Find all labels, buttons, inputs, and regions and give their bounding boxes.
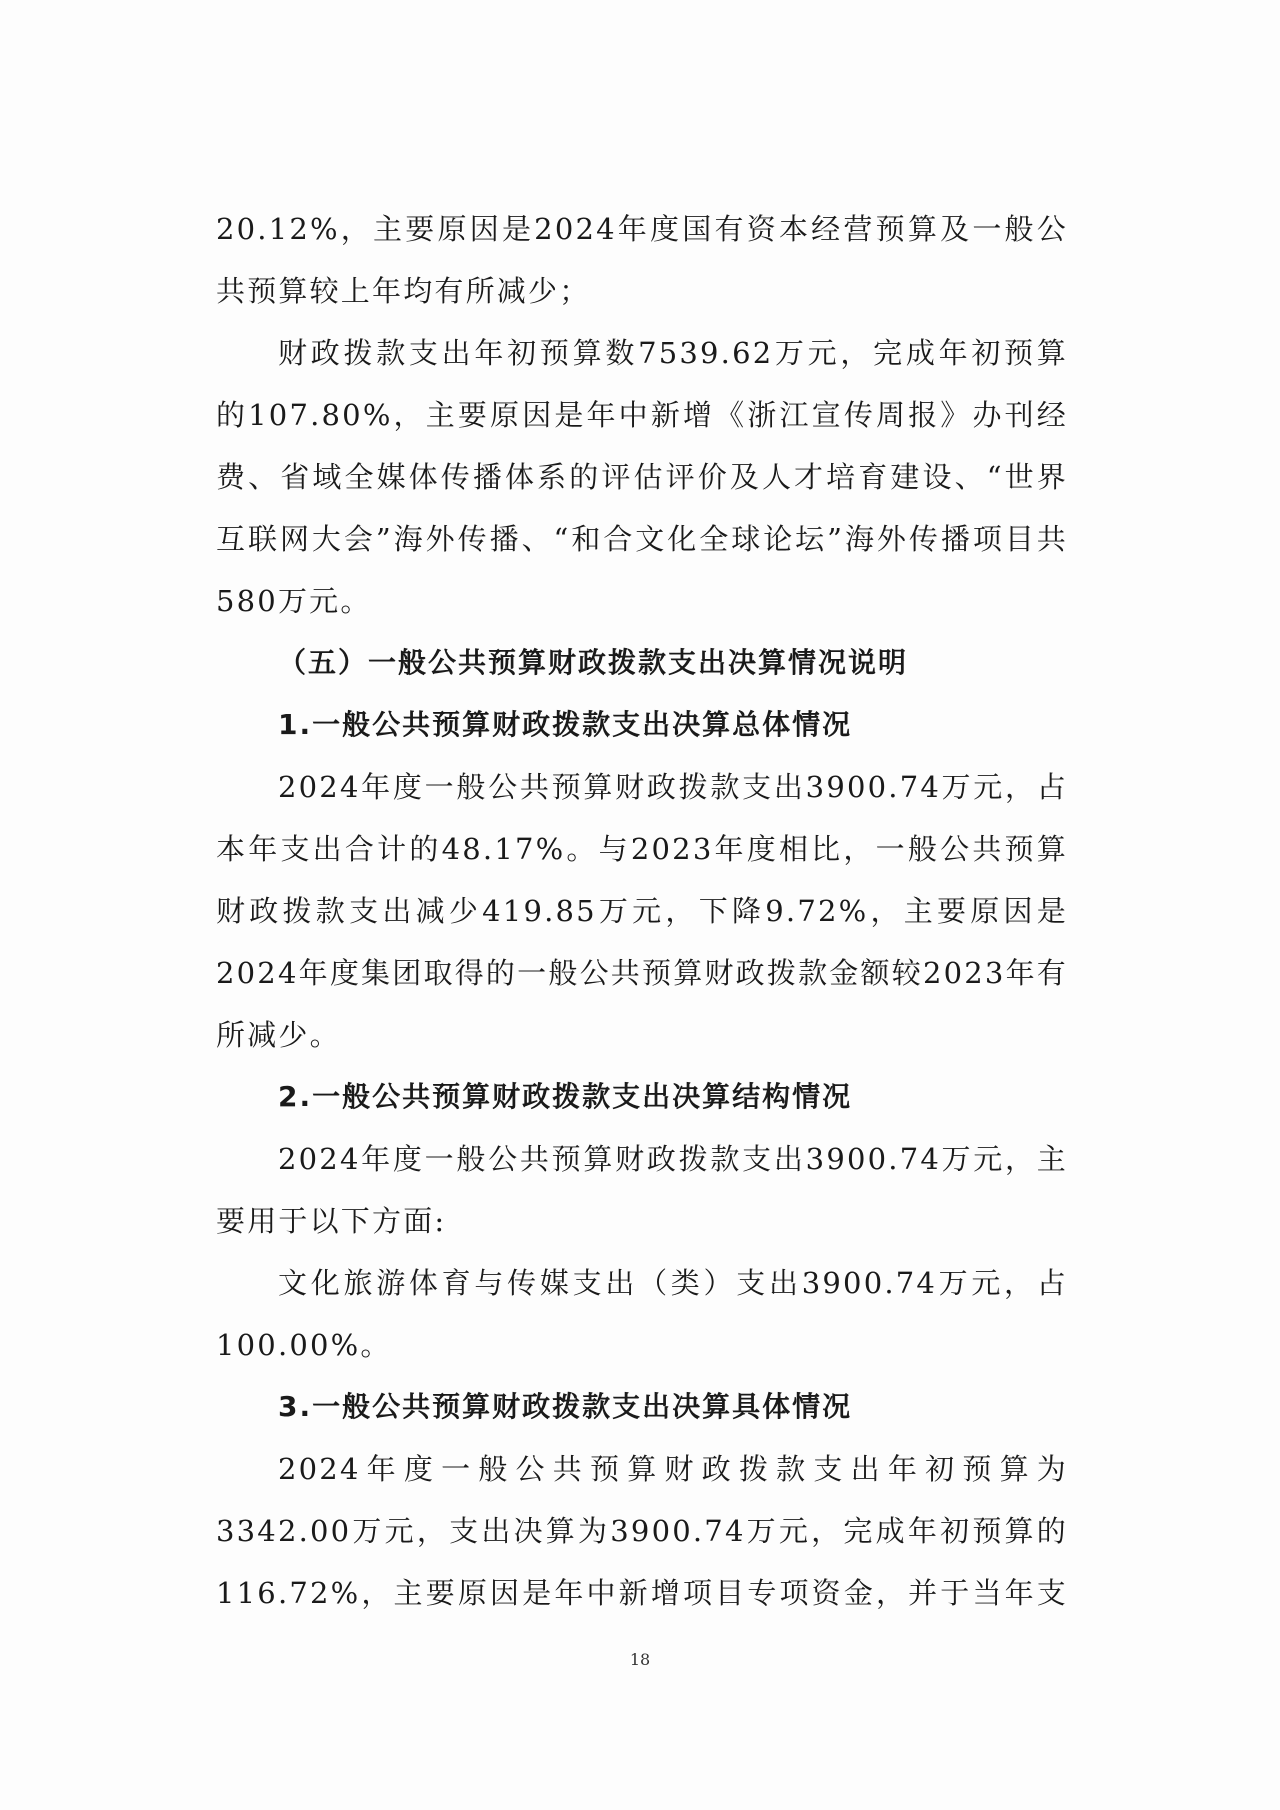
section-heading-general-public-budget: （五）一般公共预算财政拨款支出决算情况说明	[278, 646, 909, 679]
paragraph-structure: 2024年度一般公共预算财政拨款支出3900.74万元，主要用于以下方面:	[216, 1142, 1068, 1238]
paragraph-culture-media-expense: 文化旅游体育与传媒支出（类）支出3900.74万元，占100.00%。	[216, 1266, 1068, 1362]
paragraph-continued-reason: 20.12%，主要原因是2024年度国有资本经营预算及一般公共预算较上年均有所减少；	[216, 212, 1068, 308]
subsection-heading-structure: 2.一般公共预算财政拨款支出决算结构情况	[278, 1080, 853, 1113]
paragraph-overall: 2024年度一般公共预算财政拨款支出3900.74万元，占本年支出合计的48.17%。与2023年度相比，一般公共预算财政拨款支出减少419.85万元，下降9.72%，主要原因是2024年度集团取得的一般公共预算财政拨款金额较2023年有所减少。	[216, 770, 1068, 1052]
subsection-heading-overall: 1.一般公共预算财政拨款支出决算总体情况	[278, 708, 853, 741]
paragraph-fiscal-appropriation-budget: 财政拨款支出年初预算数7539.62万元，完成年初预算的107.80%，主要原因是年中新增《浙江宣传周报》办刊经费、省域全媒体传播体系的评估评价及人才培育建设、“世界互联网大会”海外传播、“和合文化全球论坛”海外传播项目共580万元。	[216, 336, 1068, 618]
document-body	[216, 198, 1068, 1624]
paragraph-details: 2024年度一般公共预算财政拨款支出年初预算为3342.00万元，支出决算为3900.74万元，完成年初预算的116.72%，主要原因是年中新增项目专项资金，并于当年支	[216, 1452, 1068, 1610]
subsection-heading-details: 3.一般公共预算财政拨款支出决算具体情况	[278, 1390, 853, 1423]
page-number: 18	[629, 1650, 651, 1669]
